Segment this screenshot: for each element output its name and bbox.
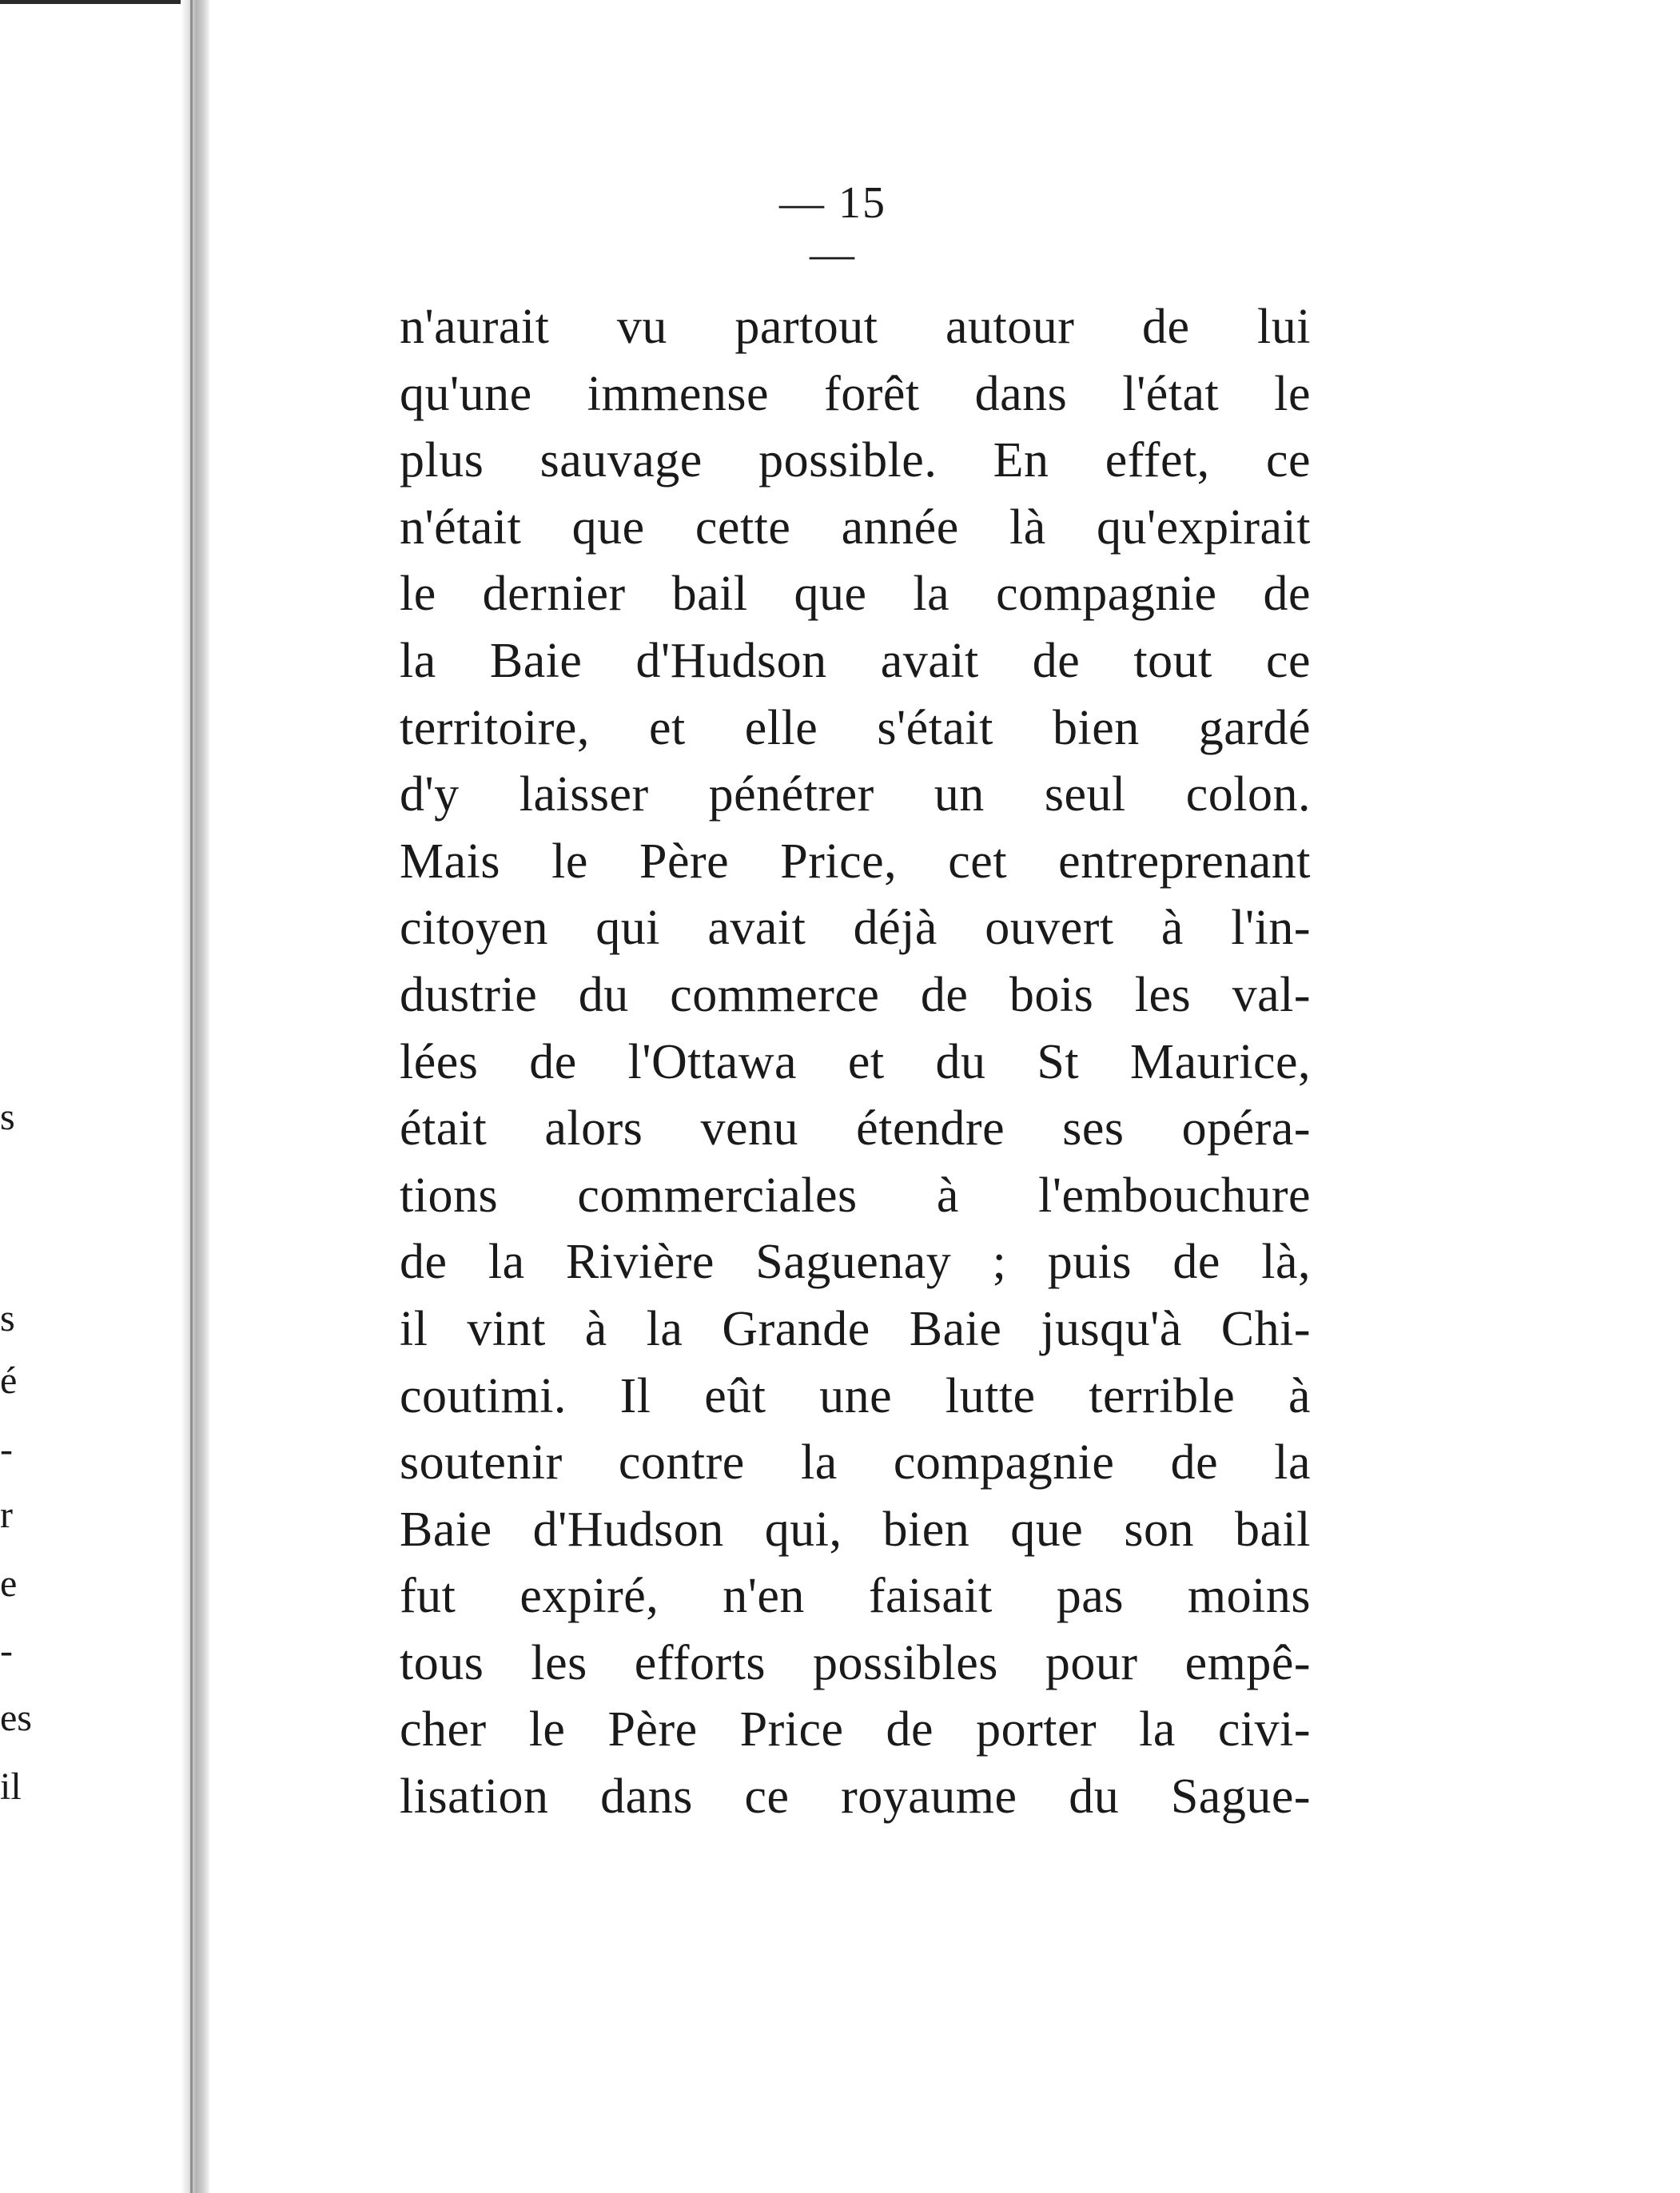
text-line: tous les efforts possibles pour empê- xyxy=(400,1635,1311,1690)
left-page-text-fragment: e xyxy=(0,1562,18,1605)
text-line: qu'une immense forêt dans l'état le xyxy=(400,366,1311,421)
text-line: fut expiré, n'en faisait pas moins xyxy=(400,1569,1311,1624)
left-page-text-fragment: - xyxy=(0,1428,13,1471)
text-line: il vint à la Grande Baie jusqu'à Chi- xyxy=(400,1301,1311,1356)
text-line: soutenir contre la compagnie de la xyxy=(400,1435,1311,1491)
text-line: était alors venu étendre ses opéra- xyxy=(400,1101,1311,1156)
text-line: Baie d'Hudson qui, bien que son bail xyxy=(400,1502,1311,1557)
left-page-text-fragment: - xyxy=(0,1630,13,1672)
text-line: de la Rivière Saguenay ; puis de là, xyxy=(400,1235,1311,1290)
text-line: n'était que cette année là qu'expirait xyxy=(400,499,1311,555)
page-top-border xyxy=(0,0,185,4)
text-line: territoire, et elle s'était bien gardé xyxy=(400,700,1311,755)
text-line: plus sauvage possible. En effet, ce xyxy=(400,433,1311,488)
text-line: citoyen qui avait déjà ouvert à l'in- xyxy=(400,901,1311,956)
text-line: tions commerciales à l'embouchure xyxy=(400,1168,1311,1223)
left-page-text-fragment: s xyxy=(0,1096,15,1138)
text-line: cher le Père Price de porter la civi- xyxy=(400,1702,1311,1757)
text-line: n'aurait vu partout autour de lui xyxy=(400,300,1311,354)
text-line: le dernier bail que la compagnie de xyxy=(400,567,1311,622)
left-page-text-fragment: es xyxy=(0,1697,32,1739)
text-line: coutimi. Il eût une lutte terrible à xyxy=(400,1368,1311,1423)
left-page-text-fragment: s xyxy=(0,1297,15,1339)
text-line: lées de l'Ottawa et du St Maurice, xyxy=(400,1034,1311,1089)
left-page-fragment xyxy=(0,0,204,2193)
page-body xyxy=(400,294,1311,1831)
text-line: la Baie d'Hudson avait de tout ce xyxy=(400,633,1311,688)
left-page-text-fragment: r xyxy=(0,1494,13,1536)
gutter-fold-line xyxy=(190,0,193,2193)
book-gutter xyxy=(181,0,209,2193)
text-line: dustrie du commerce de bois les val- xyxy=(400,967,1311,1022)
left-page-text-fragment: il xyxy=(0,1765,22,1808)
left-page-text-fragment: é xyxy=(0,1359,18,1402)
text-line: Mais le Père Price, cet entreprenant xyxy=(400,834,1311,889)
page-number: — 15 — xyxy=(779,178,886,279)
text-line: lisation dans ce royaume du Sague- xyxy=(400,1769,1311,1825)
text-line: d'y laisser pénétrer un seul colon. xyxy=(400,767,1311,822)
